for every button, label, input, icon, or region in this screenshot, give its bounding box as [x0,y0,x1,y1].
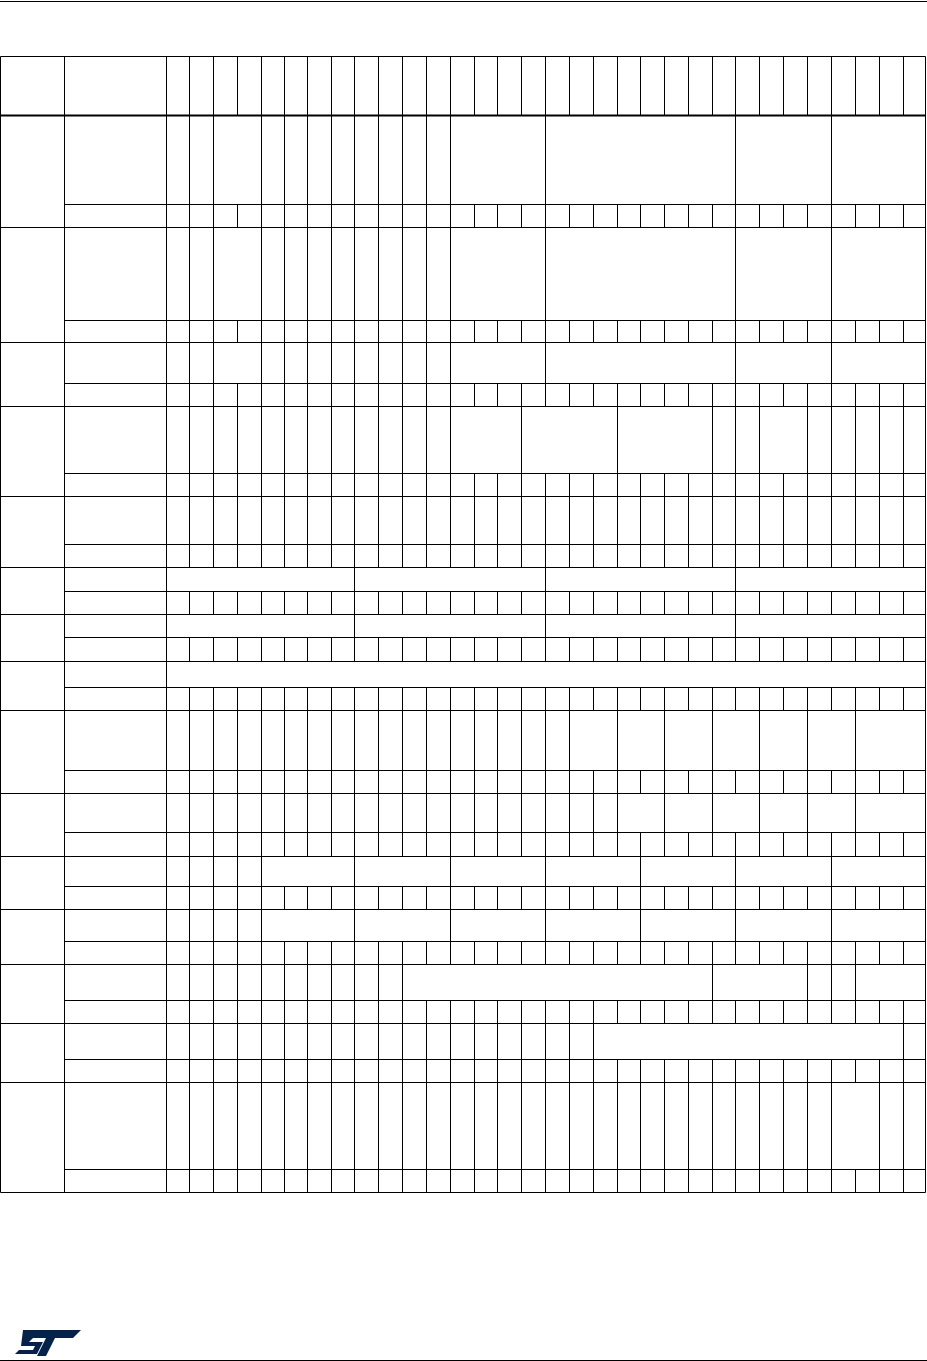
st-logo-icon [15,1328,83,1358]
